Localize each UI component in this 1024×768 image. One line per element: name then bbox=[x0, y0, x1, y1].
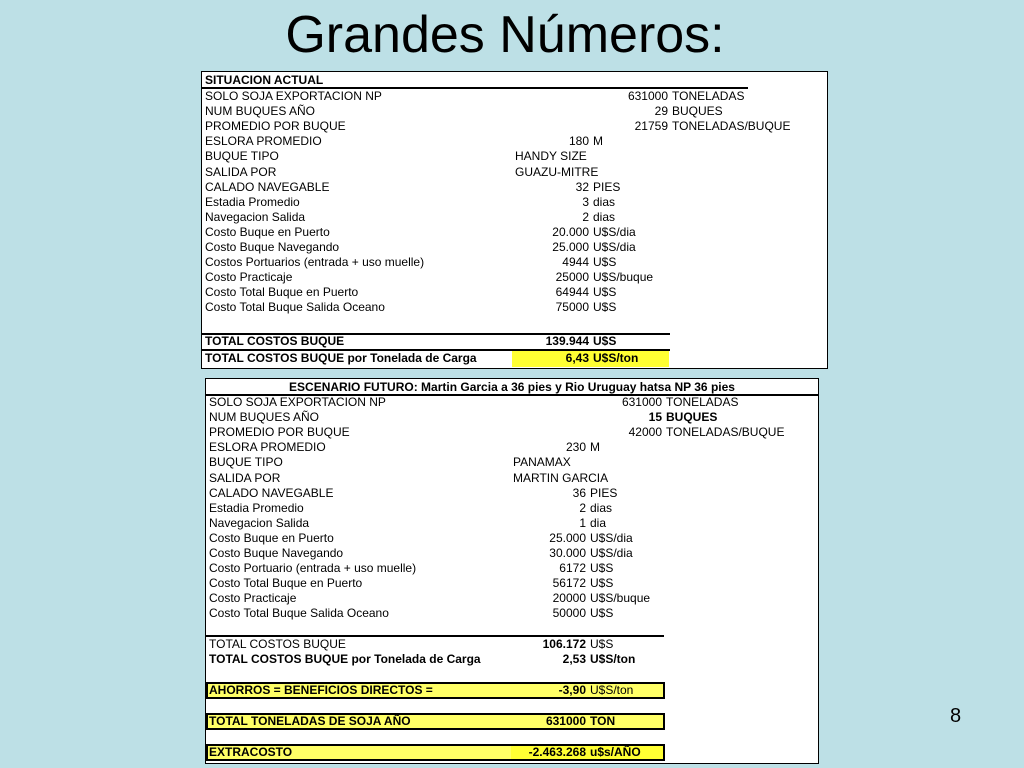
row-label: Costo Total Buque en Puerto bbox=[209, 576, 363, 591]
total-unit: U$S bbox=[590, 637, 614, 651]
table-row bbox=[202, 180, 827, 195]
row-label: Costo Practicaje bbox=[205, 270, 293, 285]
total-toneladas-value: 631000 bbox=[545, 714, 586, 728]
row-value: 20000 bbox=[552, 591, 586, 606]
ahorros-value: -3,90 bbox=[558, 683, 586, 697]
row-label: SOLO SOJA EXPORTACION NP bbox=[209, 395, 386, 409]
total-row bbox=[202, 334, 827, 349]
page-number: 8 bbox=[950, 705, 962, 727]
table-row bbox=[206, 606, 818, 621]
total-value: 106.172 bbox=[542, 637, 586, 651]
row-value: 25.000 bbox=[552, 240, 589, 254]
row-value: 20.000 bbox=[552, 224, 589, 239]
row-label: PROMEDIO POR BUQUE bbox=[205, 119, 346, 134]
row-value: 1 bbox=[579, 515, 586, 530]
total-row bbox=[206, 637, 818, 652]
table-row bbox=[202, 104, 827, 119]
row-value: 36 bbox=[572, 485, 586, 500]
row-label: ESLORA PROMEDIO bbox=[205, 134, 322, 149]
row-value: 32 bbox=[575, 179, 589, 194]
row-value: 29 bbox=[654, 104, 668, 119]
total-toneladas-unit: TON bbox=[590, 714, 616, 728]
row-value: 30.000 bbox=[549, 546, 586, 560]
row-label: Estadia Promedio bbox=[209, 500, 304, 515]
row-unit: U$S/dia bbox=[590, 546, 633, 560]
total-por-ton-row bbox=[206, 652, 818, 667]
row-label: Costo Practicaje bbox=[209, 591, 297, 606]
table-row bbox=[202, 225, 827, 240]
table-row bbox=[202, 255, 827, 270]
total-unit: U$S bbox=[593, 334, 617, 348]
table-row bbox=[206, 410, 818, 425]
row-value: 631000 bbox=[627, 89, 668, 103]
table-row bbox=[202, 149, 827, 164]
row-label: ESLORA PROMEDIO bbox=[209, 440, 326, 455]
row-unit: U$S/buque bbox=[590, 591, 651, 606]
table-row bbox=[202, 210, 827, 225]
row-label: Costos Portuarios (entrada + uso muelle) bbox=[205, 255, 425, 270]
extracosto-row bbox=[206, 746, 666, 760]
row-label: Costo Total Buque Salida Oceano bbox=[209, 606, 389, 621]
total-toneladas-label: TOTAL TONELADAS DE SOJA AÑO bbox=[209, 714, 411, 728]
extracosto-label: EXTRACOSTO bbox=[209, 745, 293, 759]
row-label: CALADO NAVEGABLE bbox=[205, 179, 330, 194]
row-unit: dias bbox=[593, 194, 616, 209]
table-row bbox=[206, 576, 818, 591]
ahorros-label: AHORROS = BENEFICIOS DIRECTOS = bbox=[209, 683, 433, 697]
table-row bbox=[202, 285, 827, 300]
row-unit: PIES bbox=[593, 179, 621, 194]
row-value: 75000 bbox=[555, 300, 589, 315]
row-unit: U$S/dia bbox=[593, 224, 636, 239]
row-value: 15 bbox=[648, 410, 662, 425]
section-header bbox=[206, 379, 818, 395]
row-label: Costo Buque Navegando bbox=[205, 240, 340, 254]
ahorros-row bbox=[206, 684, 666, 698]
row-value: 180 bbox=[568, 134, 589, 149]
table-row bbox=[202, 89, 827, 104]
row-label: Navegacion Salida bbox=[205, 209, 306, 224]
table-row bbox=[206, 516, 818, 531]
row-unit: U$S/dia bbox=[590, 530, 633, 545]
row-value: 50000 bbox=[552, 606, 586, 621]
row-value: HANDY SIZE bbox=[515, 149, 587, 164]
row-label: Costo Total Buque en Puerto bbox=[205, 285, 359, 300]
row-value: MARTIN GARCIA bbox=[513, 470, 609, 485]
row-unit: U$S/buque bbox=[593, 270, 654, 285]
row-value: 230 bbox=[565, 440, 586, 455]
row-label: BUQUE TIPO bbox=[209, 455, 283, 470]
section-header-label: ESCENARIO FUTURO: Martin Garcia a 36 pies y Rio Uruguay hatsa NP 36 pies bbox=[289, 380, 735, 394]
table-row bbox=[202, 165, 827, 180]
row-unit: U$S bbox=[590, 576, 614, 591]
row-label: Costo Buque en Puerto bbox=[209, 530, 334, 545]
row-unit: TONELADAS/BUQUE bbox=[666, 425, 785, 440]
row-value: 2 bbox=[579, 500, 586, 515]
table-row bbox=[206, 531, 818, 546]
row-value: GUAZU-MITRE bbox=[515, 164, 599, 179]
table-row bbox=[206, 501, 818, 516]
row-value: 42000 bbox=[628, 425, 662, 440]
row-value: PANAMAX bbox=[513, 455, 571, 470]
total-por-ton-label: TOTAL COSTOS BUQUE por Tonelada de Carga bbox=[209, 652, 481, 666]
row-label: SALIDA POR bbox=[209, 470, 281, 485]
row-label: PROMEDIO POR BUQUE bbox=[209, 425, 350, 440]
row-value: 6172 bbox=[559, 561, 586, 576]
table-row bbox=[206, 455, 818, 470]
row-unit: TONELADAS bbox=[672, 89, 745, 103]
total-por-ton-unit: U$S/ton bbox=[593, 351, 639, 365]
row-value: 25000 bbox=[555, 270, 589, 285]
table-row bbox=[202, 240, 827, 255]
table-row bbox=[206, 486, 818, 501]
row-unit: U$S bbox=[593, 300, 617, 315]
row-label: CALADO NAVEGABLE bbox=[209, 485, 334, 500]
row-unit: BUQUES bbox=[672, 104, 723, 119]
row-unit: PIES bbox=[590, 485, 618, 500]
table-row bbox=[202, 270, 827, 285]
row-unit: TONELADAS/BUQUE bbox=[672, 119, 791, 134]
total-por-ton-row bbox=[202, 351, 827, 366]
row-label: NUM BUQUES AÑO bbox=[209, 410, 320, 425]
total-por-ton-label: TOTAL COSTOS BUQUE por Tonelada de Carga bbox=[205, 351, 477, 365]
table-row bbox=[206, 471, 818, 486]
row-unit: U$S bbox=[593, 285, 617, 300]
extracosto-value: -2.463.268 bbox=[528, 745, 586, 759]
row-value: 25.000 bbox=[549, 530, 586, 545]
table-row bbox=[202, 300, 827, 315]
row-unit: BUQUES bbox=[666, 410, 718, 425]
total-por-ton-value: 6,43 bbox=[565, 351, 589, 365]
table-row bbox=[206, 546, 818, 561]
row-value: 56172 bbox=[552, 576, 586, 591]
row-label: Costo Total Buque Salida Oceano bbox=[205, 300, 385, 315]
ahorros-unit: U$S/ton bbox=[590, 683, 634, 697]
row-value: 64944 bbox=[555, 285, 589, 300]
table-row bbox=[206, 425, 818, 440]
slide-title: Grandes Números: bbox=[285, 6, 725, 64]
row-unit: TONELADAS bbox=[666, 395, 739, 409]
section-header-label: SITUACION ACTUAL bbox=[205, 73, 324, 87]
escenario-futuro-table bbox=[205, 378, 819, 764]
table-row bbox=[202, 119, 827, 134]
row-label: SALIDA POR bbox=[205, 164, 277, 179]
row-label: Costo Buque en Puerto bbox=[205, 224, 330, 239]
row-label: BUQUE TIPO bbox=[205, 149, 279, 164]
table-row bbox=[202, 134, 827, 149]
table-row bbox=[206, 591, 818, 606]
row-unit: dias bbox=[593, 209, 616, 224]
row-unit: M bbox=[590, 440, 600, 455]
total-por-ton-value: 2,53 bbox=[562, 652, 586, 666]
row-value: 631000 bbox=[621, 395, 662, 409]
row-label: SOLO SOJA EXPORTACION NP bbox=[205, 89, 382, 103]
extracosto-unit: u$s/AÑO bbox=[590, 745, 641, 759]
table-row bbox=[206, 440, 818, 455]
total-label: TOTAL COSTOS BUQUE bbox=[205, 334, 345, 348]
total-por-ton-unit: U$S/ton bbox=[590, 652, 636, 666]
row-unit: M bbox=[593, 134, 603, 149]
total-value: 139.944 bbox=[545, 334, 589, 348]
row-value: 2 bbox=[582, 209, 589, 224]
section-header bbox=[202, 72, 827, 88]
row-label: Navegacion Salida bbox=[209, 515, 310, 530]
row-unit: U$S bbox=[590, 606, 614, 621]
row-label: Costo Buque Navegando bbox=[209, 546, 344, 560]
row-value: 3 bbox=[582, 194, 589, 209]
row-label: Estadia Promedio bbox=[205, 194, 300, 209]
table-row bbox=[206, 395, 818, 410]
total-toneladas-row bbox=[206, 715, 666, 729]
table-row bbox=[202, 195, 827, 210]
row-value: 21759 bbox=[634, 119, 668, 134]
situacion-actual-table bbox=[201, 71, 828, 369]
row-unit: U$S bbox=[593, 255, 617, 270]
row-unit: U$S bbox=[590, 561, 614, 576]
total-label: TOTAL COSTOS BUQUE bbox=[209, 637, 346, 651]
row-unit: dias bbox=[590, 500, 613, 515]
row-value: 4944 bbox=[562, 255, 589, 270]
row-label: Costo Portuario (entrada + uso muelle) bbox=[209, 561, 417, 576]
row-label: NUM BUQUES AÑO bbox=[205, 104, 316, 119]
row-unit: dia bbox=[590, 515, 607, 530]
table-row bbox=[206, 561, 818, 576]
row-unit: U$S/dia bbox=[593, 240, 636, 254]
